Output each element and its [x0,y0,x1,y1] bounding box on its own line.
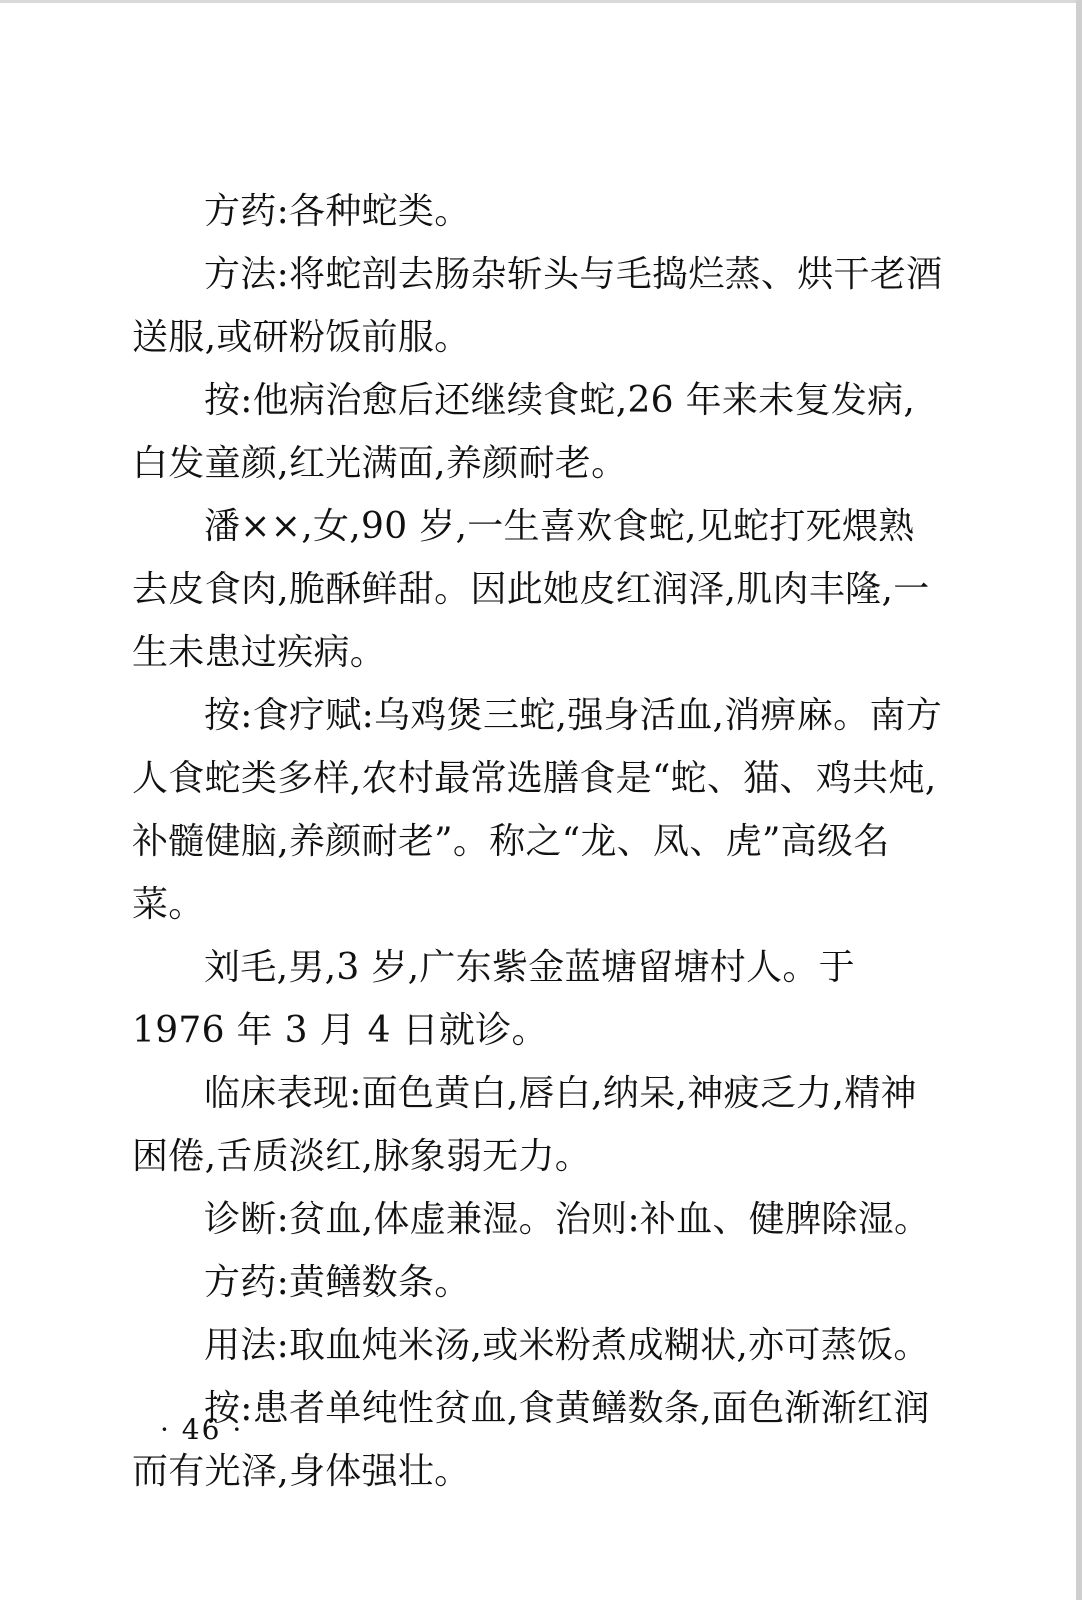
paragraph-clinical-signs: 临床表现:面色黄白,唇白,纳呆,神疲乏力,精神困倦,舌质淡红,脉象弱无力。 [132,1073,917,1177]
page-number: · 46 · [160,1413,244,1446]
paragraph-case-pan: 潘××,女,90 岁,一生喜欢食蛇,见蛇打死煨熟去皮食肉,脆酥鲜甜。因此她皮红润泽,肌肉丰隆,一生未患过疾病。 [132,506,930,673]
paragraph-prescription-eel: 方药:黄鳝数条。 [204,1262,471,1303]
scan-right-edge [1076,0,1082,1600]
paragraph-case-liu: 刘毛,男,3 岁,广东紫金蓝塘留塘村人。于 1976 年 3 月 4 日就诊。 [132,947,855,1051]
paragraph-usage-eel: 用法:取血炖米汤,或米粉煮成糊状,亦可蒸饭。 [204,1325,930,1366]
paragraph-method-snake: 方法:将蛇剖去肠杂斩头与毛捣烂蒸、烘干老酒送服,或研粉饭前服。 [132,254,943,358]
body-text [132,180,950,1503]
scan-top-edge [0,0,1082,3]
paragraph-note-eel: 按:患者单纯性贫血,食黄鳝数条,面色渐渐红润而有光泽,身体强壮。 [132,1388,930,1492]
paragraph-diagnosis: 诊断:贫血,体虚兼湿。治则:补血、健脾除湿。 [204,1199,931,1240]
paragraph-note-food-therapy: 按:食疗赋:乌鸡煲三蛇,强身活血,消痹麻。南方人食蛇类多样,农村最常选膳食是“蛇、猫、鸡共炖,补髓健脑,养颜耐老”。称之“龙、凤、虎”高级名菜。 [132,695,943,925]
paragraph-prescription-snake: 方药:各种蛇类。 [204,191,471,232]
paragraph-note-snake: 按:他病治愈后还继续食蛇,26 年来未复发病,白发童颜,红光满面,养颜耐老。 [132,380,916,484]
